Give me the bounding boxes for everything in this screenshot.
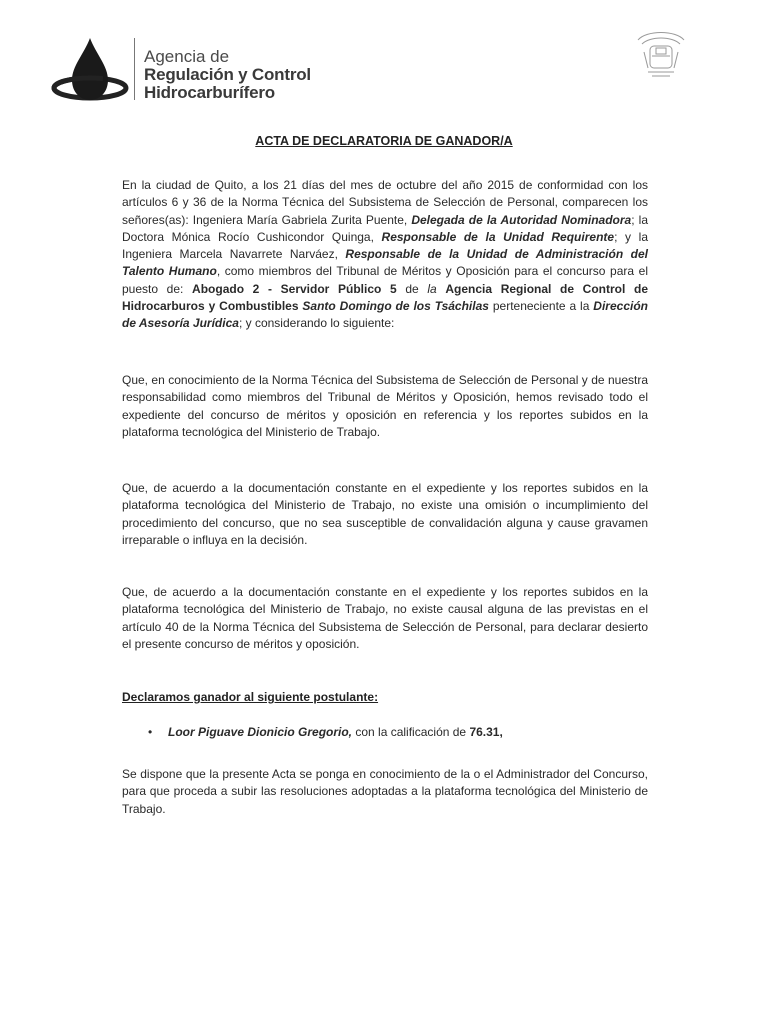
winner-score: 76.31, xyxy=(469,725,503,739)
intro-text-3: ; y la Ingeniera Marcela Navarrete Narváez, xyxy=(122,229,648,262)
intro-text-la: la xyxy=(427,281,437,296)
intro-paragraph xyxy=(122,177,648,333)
agency-name-line1: Agencia de xyxy=(144,47,230,66)
intro-role-2: Responsable de la Unidad Requirente xyxy=(381,229,615,244)
intro-text-8: perteneciente a la xyxy=(488,299,594,314)
intro-text-5: de xyxy=(396,281,428,296)
considering-paragraph-2: Que, de acuerdo a la documentación constante en el expediente y los reportes subidos en la plataforma tecnológica del Ministerio de Trabajo, no existe una omisión o incumplimiento del procedimiento del concurso, que no sea susceptible de convalidación alguna y cause gravamen irreparable o influya en la decisión. xyxy=(122,481,648,547)
intro-text-9: ; y considerando lo siguiente: xyxy=(238,316,395,331)
agency-name xyxy=(144,48,311,102)
winner-name: Loor Piguave Dionicio Gregorio, xyxy=(168,725,353,739)
intro-position: Abogado 2 - Servidor Público 5 xyxy=(192,281,397,296)
considering-paragraph-1: Que, en conocimiento de la Norma Técnica del Subsistema de Selección de Personal y de nuestra responsabilidad como miembros del Tribunal de Méritos y Oposición, hemos revisado todo el expediente del concurso de méritos y oposición en referencia y los reportes subidos en la plataforma tecnológica del Ministerio de Trabajo. xyxy=(122,373,648,439)
winner-list-item xyxy=(148,725,648,739)
winner-text: con la calificación de xyxy=(352,725,470,739)
intro-text-2: ; la Doctora Mónica Rocío Cushicondor Quinga, xyxy=(122,212,648,244)
document-title: ACTA DE DECLARATORIA DE GANADOR/A xyxy=(255,134,513,148)
declaration-heading: Declaramos ganador al siguiente postulante: xyxy=(122,690,379,704)
intro-role-3: Responsable de la Unidad de Administración del Talento Humano xyxy=(122,247,648,279)
intro-text-4: , como miembros del Tribunal de Méritos y Oposición para el concurso para el puesto de: xyxy=(122,264,648,296)
coat-of-arms-seal xyxy=(630,22,692,84)
intro-location: Santo Domingo de los Tsáchilas xyxy=(302,299,489,314)
bullet-icon: • xyxy=(148,725,153,739)
logo-divider xyxy=(134,38,135,100)
agency-logo xyxy=(50,36,350,106)
closing-paragraph: Se dispone que la presente Acta se ponga en conocimiento de la o el Administrador del Concurso, para que proceda a subir las resoluciones adoptadas a la plataforma tecnológica del Ministerio de Trabajo. xyxy=(122,767,648,816)
intro-direction: Dirección de Asesoría Jurídica xyxy=(122,299,648,331)
intro-role-1: Delegada de la Autoridad Nominadora xyxy=(411,212,632,227)
considering-paragraph-3: Que, de acuerdo a la documentación constante en el expediente y los reportes subidos en la plataforma tecnológica del Ministerio de Trabajo, no existe causal alguna de las previstas en el artículo 40 de la Norma Técnica del Subsistema de Selección de Personal, para declarar desierto el presente concurso de méritos y oposición. xyxy=(122,585,648,651)
intro-text-1: En la ciudad de Quito, a los 21 días del mes de octubre del año 2015 de conformidad con los artículos 6 y 36 de la Norma Técnica del Subsistema de Selección de Personal, comparecen los señores(as): Ingeniera María Gabriela Zurita Puente, xyxy=(122,178,648,227)
intro-agency: Agencia Regional de Control de Hidrocarburos y Combustibles xyxy=(122,281,649,314)
oil-drop-icon xyxy=(50,36,132,104)
agency-name-line2: Regulación y Control xyxy=(144,65,311,84)
agency-name-line3: Hidrocarburífero xyxy=(144,83,275,102)
